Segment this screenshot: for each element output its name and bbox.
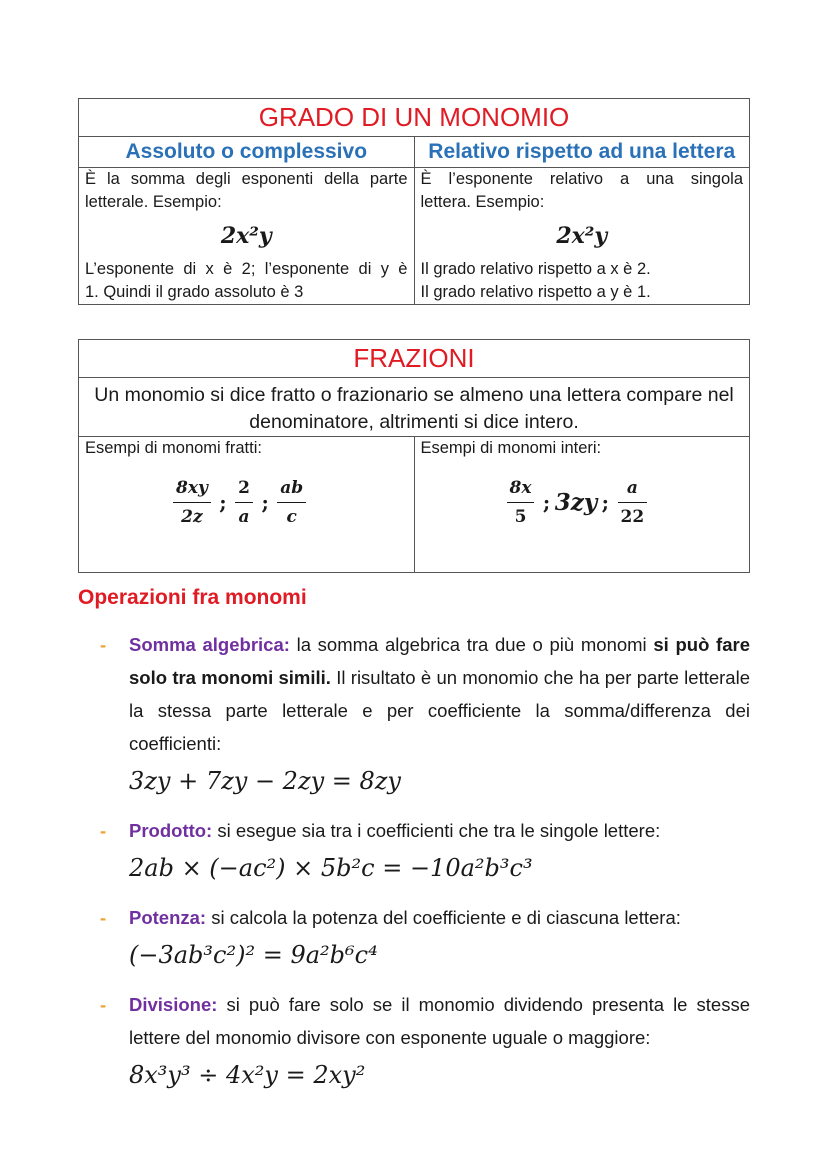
- divisione-label: Divisione:: [129, 994, 218, 1015]
- prodotto-text: si esegue sia tra i coefficienti che tra le singole lettere:: [212, 820, 661, 841]
- fraction-denominator: 5: [514, 507, 527, 527]
- separator: ;: [219, 490, 227, 515]
- assoluto-intro-line1: È la somma degli esponenti della parte: [85, 170, 408, 188]
- somma-label: Somma algebrica:: [129, 634, 290, 655]
- somma-text1: la somma algebrica tra due o più monomi: [289, 634, 654, 655]
- relativo-heading: Relativo rispetto ad una lettera: [414, 137, 750, 168]
- assoluto-heading: Assoluto o complessivo: [79, 137, 415, 168]
- assoluto-note-line2: 1. Quindi il grado assoluto è 3: [85, 283, 304, 301]
- relativo-intro-line2: lettera. Esempio:: [420, 193, 545, 211]
- frazioni-description: Un monomio si dice fratto o frazionario se almeno una lettera compare nel denominatore, altrimenti si dice intero.: [94, 384, 734, 433]
- relativo-cell: [414, 168, 750, 305]
- fraction-numerator: a: [618, 478, 648, 503]
- operation-prodotto: [100, 814, 750, 889]
- potenza-description: [129, 901, 750, 934]
- relativo-intro-line1: È l’esponente relativo a una singola: [420, 170, 743, 188]
- relativo-note-line2: Il grado relativo rispetto a y è 1.: [420, 283, 651, 301]
- fraction-numerator: 2: [235, 478, 253, 503]
- prodotto-label: Prodotto:: [129, 820, 213, 841]
- spacer: [100, 889, 750, 901]
- fratti-label: Esempi di monomi fratti:: [85, 439, 262, 457]
- prodotto-formula: 2ab × (−ac²) × 5b²c = −10a²b³c³: [129, 854, 533, 882]
- somma-bold-text: si può fare solo tra monomi simili.: [129, 634, 750, 688]
- potenza-text: si calcola la potenza del coefficiente e di ciascuna lettera:: [206, 907, 681, 928]
- divisione-description: [129, 988, 750, 1054]
- fraction-a-over-22: [618, 478, 648, 527]
- somma-formula: 3zy + 7zy − 2zy = 8zy: [129, 767, 401, 795]
- relativo-example: 2x²y: [556, 223, 608, 249]
- assoluto-cell: [79, 168, 415, 305]
- fraction-denominator: 2z: [181, 507, 203, 527]
- bullet-dash: -: [100, 634, 107, 655]
- interi-examples: [415, 460, 750, 572]
- operation-potenza: [100, 901, 750, 976]
- fraction-denominator: a: [238, 507, 250, 527]
- monomial-3zy: 3zy: [554, 489, 598, 516]
- divisione-formula: 8x³y³ ÷ 4x²y = 2xy²: [129, 1061, 366, 1089]
- prodotto-description: [129, 814, 750, 847]
- divisione-text: si può fare solo se il monomio dividendo presenta le stesse lettere del monomio divisore con esponente uguale o maggiore:: [129, 994, 750, 1048]
- assoluto-example: 2x²y: [220, 223, 272, 249]
- potenza-formula: (−3ab³c²)² = 9a²b⁶c⁴: [129, 941, 378, 969]
- separator: ;: [601, 490, 610, 515]
- grado-table: [78, 98, 750, 305]
- spacer: [100, 976, 750, 988]
- fratti-cell: [79, 437, 415, 573]
- fraction-ab-over-c: [277, 478, 306, 527]
- interi-cell: [414, 437, 750, 573]
- spacer: [100, 802, 750, 814]
- assoluto-intro-line2: letterale. Esempio:: [85, 193, 222, 211]
- relativo-note-line1: Il grado relativo rispetto a x è 2.: [420, 260, 651, 278]
- fraction-8xy-over-2z: [173, 478, 211, 527]
- frazioni-title: FRAZIONI: [79, 340, 750, 378]
- fraction-numerator: 8xy: [173, 478, 211, 503]
- separator: ;: [542, 490, 551, 515]
- frazioni-description-cell: [79, 378, 750, 437]
- somma-text2: Il risultato è un monomio che ha per parte letterale la stessa parte letterale e per coefficiente la somma/differenza dei coefficienti:: [129, 667, 750, 754]
- fraction-2-over-a: [235, 478, 253, 527]
- bullet-dash: -: [100, 994, 107, 1015]
- operazioni-title: Operazioni fra monomi: [78, 586, 307, 609]
- operazioni-list: [100, 628, 750, 1096]
- bullet-dash: -: [100, 820, 107, 841]
- bullet-dash: -: [100, 907, 107, 928]
- somma-description: [129, 628, 750, 760]
- fratti-examples: [79, 460, 414, 572]
- fraction-numerator: ab: [277, 478, 306, 503]
- fraction-8x-over-5: [507, 478, 535, 527]
- grado-title: GRADO DI UN MONOMIO: [79, 99, 750, 137]
- separator: ;: [261, 490, 269, 515]
- interi-label: Esempi di monomi interi:: [420, 439, 602, 457]
- assoluto-note-line1: L’esponente di x è 2; l’esponente di y è: [85, 260, 408, 278]
- fraction-denominator: c: [286, 507, 297, 527]
- potenza-label: Potenza:: [129, 907, 207, 928]
- fraction-numerator: 8x: [507, 478, 535, 503]
- frazioni-table: [78, 339, 750, 573]
- operation-divisione: [100, 988, 750, 1096]
- operation-somma: [100, 628, 750, 802]
- fraction-denominator: 22: [620, 507, 645, 527]
